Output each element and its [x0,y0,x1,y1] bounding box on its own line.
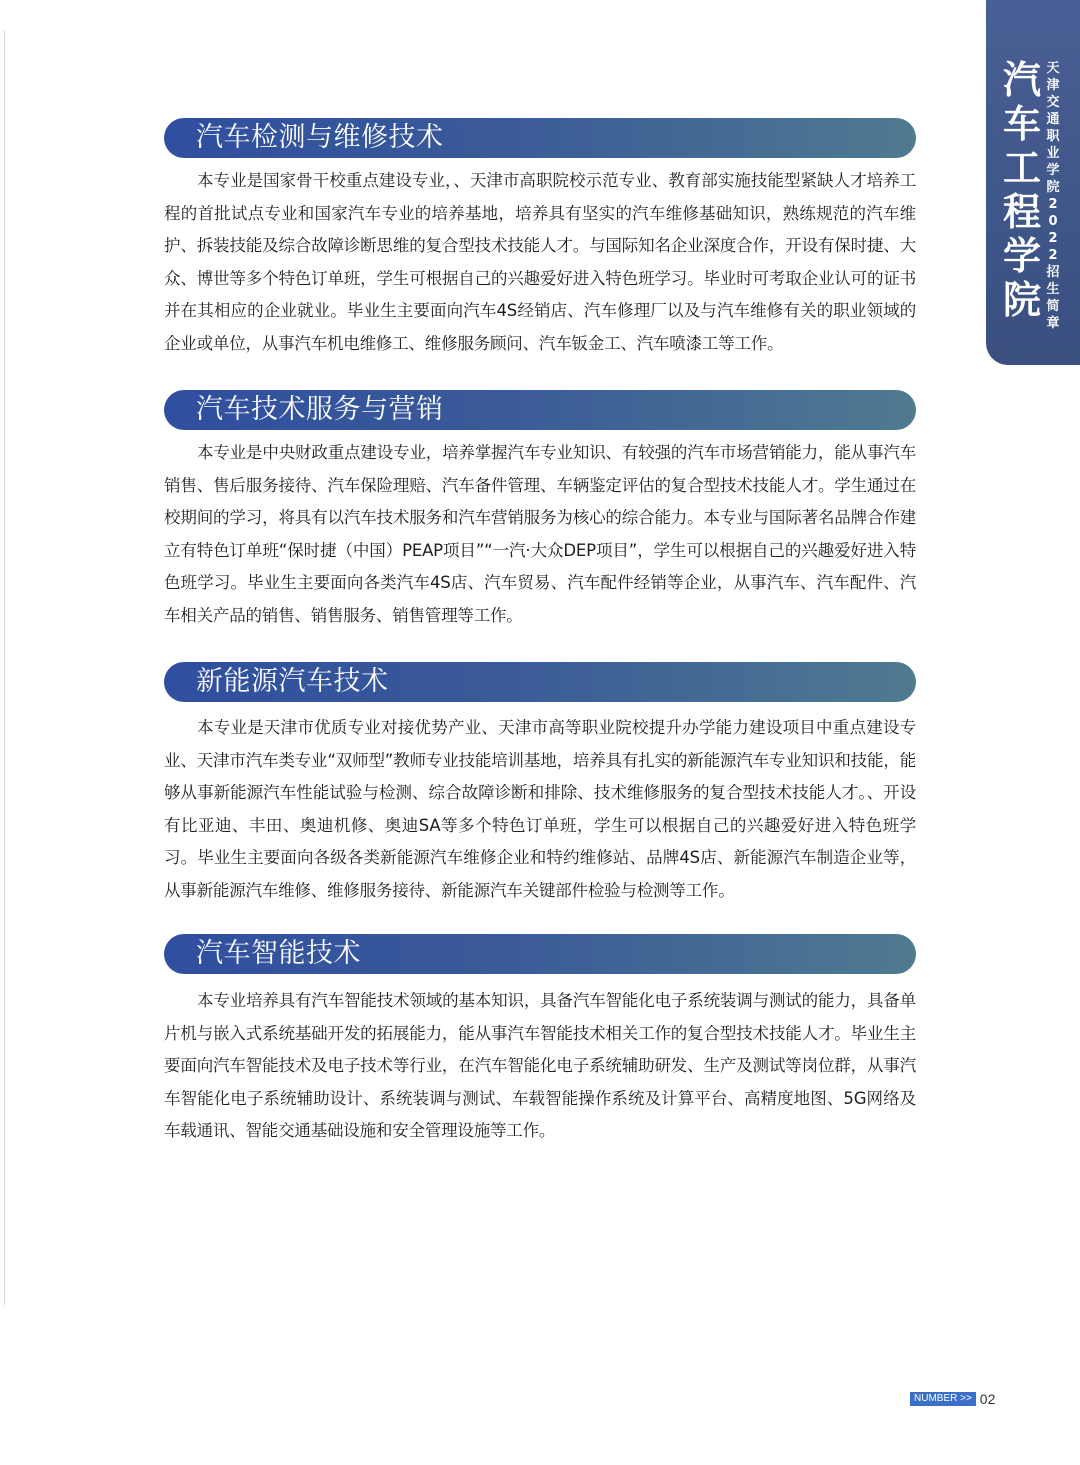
page-number [910,1391,995,1407]
brochure-subtitle: 天津交通职业学院2022招生简章 [1046,61,1060,331]
section-heading-new-energy-vehicle: 新能源汽车技术 [164,662,916,702]
section-body-intelligent-vehicle: 本专业培养具有汽车智能技术领域的基本知识，具备汽车智能化电子系统装调与测试的能力，具备单片机与嵌入式系统基础开发的拓展能力，能从事汽车智能技术相关工作的复合型技术技能人才。毕业生主要面向汽车智能技术及电子技术等行业，在汽车智能化电子系统辅助研发、生产及测试等岗位群，从事汽车智能化电子系统辅助设计、系统装调与测试、车载智能操作系统及计算平台、高精度地图、5G网络及车载通讯、智能交通基础设施和安全管理设施等工作。 [164,991,916,1141]
page-number-value: 02 [979,1391,996,1407]
left-margin-rule [4,30,5,1305]
section-body-automotive-service-marketing: 本专业是中央财政重点建设专业，培养掌握汽车专业知识、有较强的汽车市场营销能力，能从事汽车销售、售后服务接待、汽车保险理赔、汽车备件管理、车辆鉴定评估的复合型技术技能人才。学生通过在校期间的学习，将具有以汽车技术服务和汽车营销服务为核心的综合能力。本专业与国际著名品牌合作建立有特色订单班“保时捷（中国）PEAP项目”“一汽·大众DEP项目”，学生可以根据自己的兴趣爱好进入特色班学习。毕业生主要面向各类汽车4S店、汽车贸易、汽车配件经销等企业，从事汽车、汽车配件、汽车相关产品的销售、销售服务、销售管理等工作。 [164,443,916,625]
section-heading-intelligent-vehicle: 汽车智能技术 [164,934,916,974]
section-heading-automotive-inspection-repair: 汽车检测与维修技术 [164,118,916,158]
section-body-automotive-inspection-repair: 本专业是国家骨干校重点建设专业，、天津市高职院校示范专业、教育部实施技能型紧缺人才培养工程的首批试点专业和国家汽车专业的培养基地，培养具有坚实的汽车维修基础知识，熟练规范的汽车维护、拆装技能及综合故障诊断思维的复合型技术技能人才。与国际知名企业深度合作，开设有保时捷、大众、博世等多个特色订单班，学生可根据自己的兴趣爱好进入特色班学习。毕业时可考取企业认可的证书并在其相应的企业就业。毕业生主要面向汽车4S经销店、汽车修理厂以及与汽车维修有关的职业领域的企业或单位，从事汽车机电维修工、维修服务顾问、汽车钣金工、汽车喷漆工等工作。 [164,171,916,353]
college-title: 汽车工程学院 [1002,58,1041,322]
number-badge: NUMBER >> [910,1392,976,1406]
section-body-new-energy-vehicle: 本专业是天津市优质专业对接优势产业、天津市高等职业院校提升办学能力建设项目中重点建设专业、天津市汽车类专业“双师型”教师专业技能培训基地，培养具有扎实的新能源汽车专业知识和技能，能够从事新能源汽车性能试验与检测、综合故障诊断和排除、技术维修服务的复合型技术技能人才。、开设有比亚迪、丰田、奥迪机修、奥迪SA等多个特色订单班，学生可以根据自己的兴趣爱好进入特色班学习。毕业生主要面向各级各类新能源汽车维修企业和特约维修站、品牌4S店、新能源汽车制造企业等，从事新能源汽车维修、维修服务接待、新能源汽车关键部件检验与检测等工作。 [164,718,916,900]
section-heading-automotive-service-marketing: 汽车技术服务与营销 [164,390,916,430]
